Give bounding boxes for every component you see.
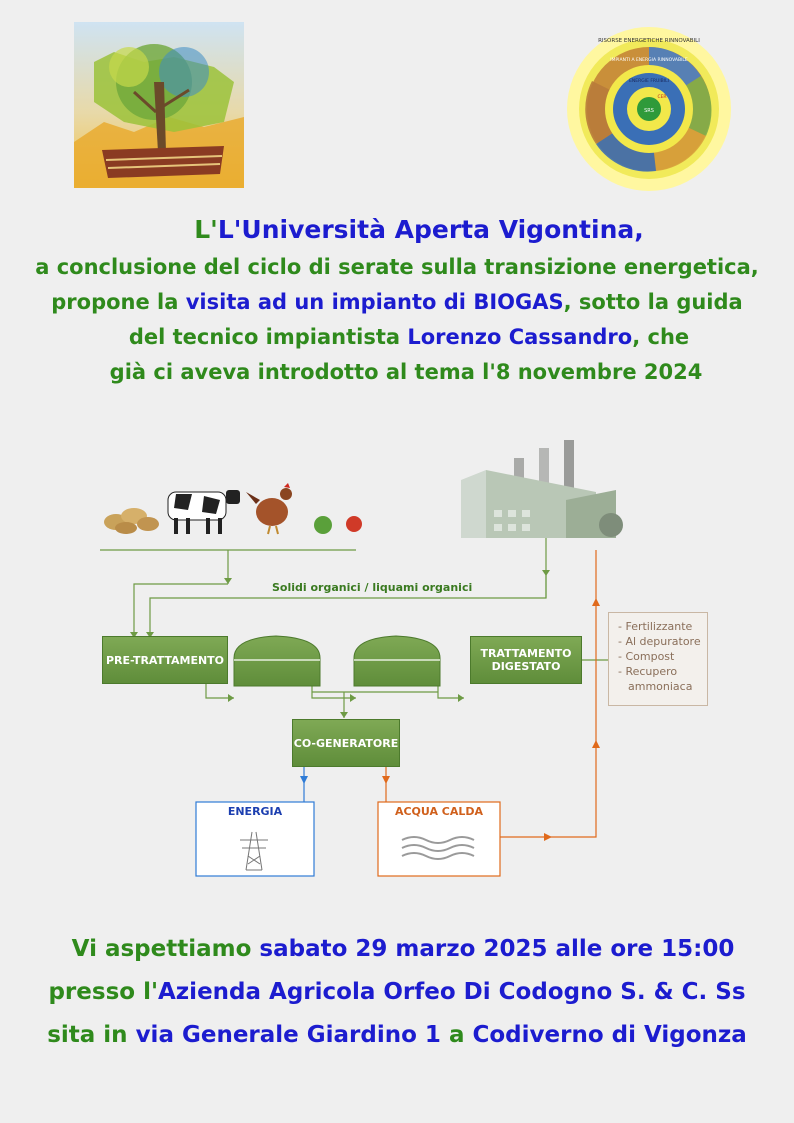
digester-right (354, 636, 440, 686)
biogas-diagram (96, 430, 720, 890)
cogenerator-box: CO-GENERATORE (292, 719, 400, 767)
renewable-energy-wheel-logo (566, 26, 732, 192)
intro-text (0, 210, 794, 390)
wheel-outer-label: RISORSE ENERGETICHE RINNOVABILI (598, 38, 700, 44)
potatoes-icon (104, 508, 159, 534)
factory-icon (461, 440, 623, 538)
digester-left (234, 636, 320, 686)
energy-label: ENERGIA (227, 805, 283, 818)
intro-line-3 (0, 285, 794, 320)
intro-line-4-c: , che (632, 325, 690, 349)
intro-line-3-a: propone la (51, 290, 186, 314)
intro-title-text: L'Università Aperta Vigontina, (217, 215, 644, 244)
event-line-1-a: Vi aspettiamo (71, 936, 260, 962)
output-item: ammoniaca (628, 680, 693, 693)
event-line-1 (0, 928, 794, 971)
digestion-treatment-box: TRATTAMENTO DIGESTATO (470, 636, 582, 684)
event-town: Codiverno di Vigonza (472, 1022, 747, 1048)
tree-on-books-logo (74, 22, 244, 188)
event-venue: Azienda Agricola Orfeo Di Codogno S. & C. Ss (158, 979, 746, 1005)
intro-visit-highlight: visita ad un impianto di BIOGAS (185, 290, 564, 314)
intro-line-4 (0, 320, 794, 355)
output-item: - Fertilizzante (618, 620, 693, 633)
hen-icon (246, 483, 292, 534)
output-item: - Recupero (618, 665, 678, 678)
event-line-2-a: presso l' (48, 979, 158, 1005)
event-line-3-a: sita in (47, 1022, 136, 1048)
output-item: - Compost (618, 650, 675, 663)
hot-water-label: ACQUA CALDA (394, 805, 484, 818)
event-date-time: sabato 29 marzo 2025 alle ore 15:00 (259, 936, 735, 962)
event-line-3-c: a (440, 1022, 473, 1048)
pre-treatment-box: PRE-TRATTAMENTO (102, 636, 228, 684)
red-tomato-icon (346, 516, 362, 532)
wheel-middle-label: IMPIANTI A ENERGIA RINNOVABILE (610, 58, 688, 63)
outputs-list (608, 612, 708, 706)
intro-technician-name: Lorenzo Cassandro (407, 325, 633, 349)
flow-label: Solidi organici / liquami organici (272, 581, 473, 594)
intro-line-4-a: del tecnico impiantista (128, 325, 408, 349)
intro-line-5: già ci aveva introdotto al tema l'8 novembre 2024 (109, 360, 703, 384)
event-details (0, 928, 794, 1057)
event-line-3 (0, 1014, 794, 1057)
event-street: via Generale Giardino 1 (135, 1022, 441, 1048)
wheel-center-label: SRS (644, 108, 654, 114)
wheel-cer-label: CER (657, 95, 667, 100)
wheel-inner-label: ENERGIE FRUIBILI (629, 79, 669, 84)
intro-line-2: a conclusione del ciclo di serate sulla transizione energetica, (35, 255, 759, 279)
event-line-2 (0, 971, 794, 1014)
output-item: - Al depuratore (618, 635, 701, 648)
green-tomato-icon (314, 516, 332, 534)
intro-line-3-c: , sotto la guida (563, 290, 743, 314)
intro-title: L'L'Università Aperta Vigontina, (194, 215, 644, 244)
cow-icon (168, 490, 240, 534)
